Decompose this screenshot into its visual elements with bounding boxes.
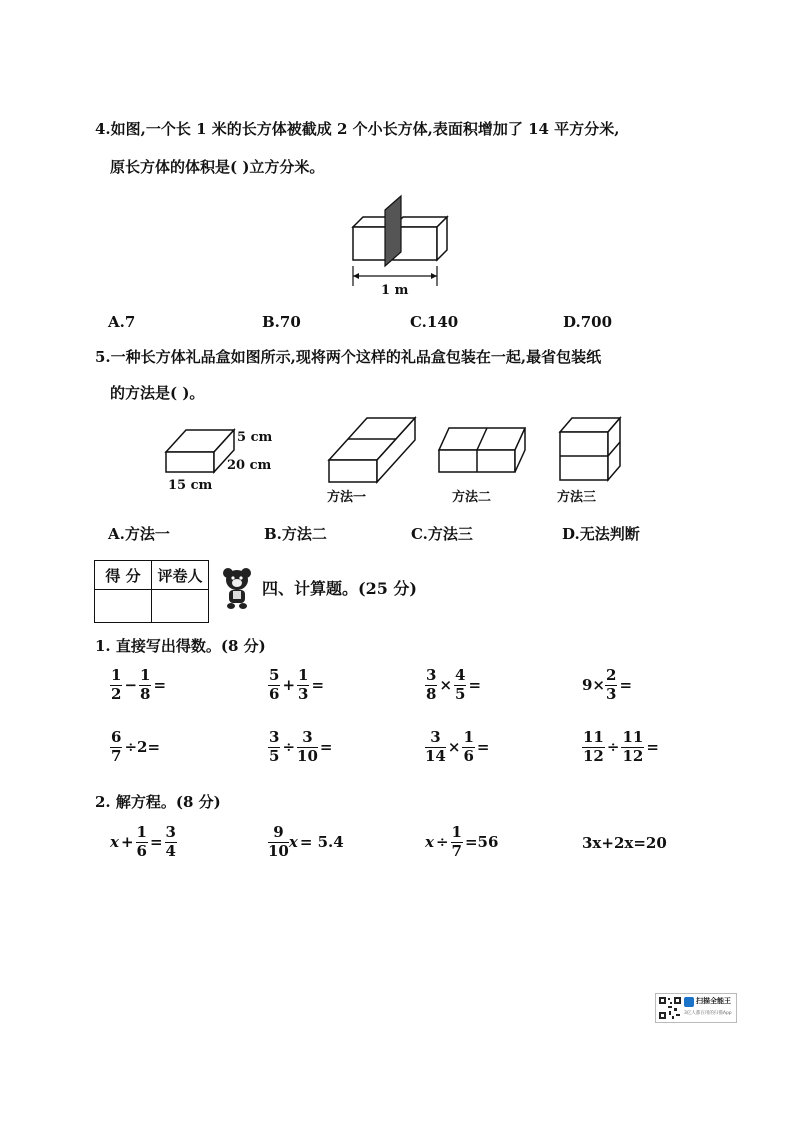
q5-option-a[interactable]: A.方法一 bbox=[108, 525, 170, 543]
fraction: $\frac{5}{6}$ bbox=[269, 666, 280, 703]
fraction: $\frac{1}{6}$ bbox=[463, 728, 474, 765]
fraction: $\frac{1}{3}$ bbox=[298, 666, 309, 703]
fraction: $\frac{1}{2}$ bbox=[111, 666, 122, 703]
calc1-item-8: $\frac{11}{12}$ ÷ $\frac{11}{12}$ = bbox=[583, 728, 659, 765]
fraction: $\frac{3}{8}$ bbox=[426, 666, 437, 703]
method3-label: 方法三 bbox=[557, 490, 597, 505]
q5-option-d[interactable]: D.无法判断 bbox=[562, 525, 640, 543]
calc1-item-3: $\frac{3}{8}$ × $\frac{4}{5}$ = bbox=[426, 666, 482, 703]
fraction: $\frac{6}{7}$ bbox=[111, 728, 122, 765]
fraction: $\frac{9}{10}$ bbox=[268, 823, 289, 860]
fraction: $\frac{3}{4}$ bbox=[165, 823, 176, 860]
fraction: $\frac{11}{12}$ bbox=[622, 728, 644, 765]
equation-1: x + $\frac{1}{6}$ = $\frac{3}{4}$ bbox=[110, 823, 176, 860]
calc1-item-1: $\frac{1}{2}$ − $\frac{1}{8}$ = bbox=[111, 666, 167, 703]
section4-title: 四、计算题。(25 分) bbox=[262, 579, 417, 598]
q5-option-c[interactable]: C.方法三 bbox=[411, 525, 473, 543]
method1-figure bbox=[325, 412, 420, 492]
grader-header: 评卷人 bbox=[152, 561, 209, 590]
fraction: $\frac{1}{7}$ bbox=[451, 823, 462, 860]
calc1-item-6: $\frac{3}{5}$ ÷ $\frac{3}{10}$ = bbox=[269, 728, 333, 765]
grader-cell[interactable] bbox=[152, 590, 209, 623]
fraction: $\frac{11}{12}$ bbox=[583, 728, 604, 765]
q5-line1: 5.一种长方体礼品盒如图所示,现将两个这样的礼品盒包装在一起,最省包装纸 bbox=[95, 348, 602, 366]
fraction: $\frac{3}{10}$ bbox=[297, 728, 318, 765]
q5-option-b[interactable]: B.方法二 bbox=[264, 525, 327, 543]
calc1-title: 1. 直接写出得数。(8 分) bbox=[95, 637, 266, 655]
method1-label: 方法一 bbox=[327, 490, 367, 505]
equation-3: x ÷ $\frac{1}{7}$ =56 bbox=[425, 823, 499, 860]
calc2-title: 2. 解方程。(8 分) bbox=[95, 793, 221, 811]
calc1-item-4: 9× $\frac{2}{3}$ = bbox=[582, 666, 633, 703]
fraction: $\frac{1}{8}$ bbox=[140, 666, 151, 703]
method3-figure bbox=[556, 412, 628, 487]
stamp-subtext: 3亿人都在用的扫描App bbox=[684, 1011, 732, 1016]
score-header: 得 分 bbox=[95, 561, 152, 590]
q5-dim-length: 15 cm bbox=[168, 478, 213, 493]
fraction: $\frac{1}{6}$ bbox=[136, 823, 147, 860]
qr-code-icon bbox=[658, 996, 682, 1020]
method2-figure bbox=[435, 420, 530, 480]
q5-line2: 的方法是( )。 bbox=[110, 384, 205, 402]
q4-option-a[interactable]: A.7 bbox=[108, 313, 136, 331]
q5-dim-width: 20 cm bbox=[227, 458, 272, 473]
score-table bbox=[94, 560, 209, 623]
fraction: $\frac{4}{5}$ bbox=[455, 666, 466, 703]
bear-mascot-icon bbox=[220, 566, 254, 610]
equation-4: 3x+2x=20 bbox=[582, 834, 667, 852]
equation-2: $\frac{9}{10}$ x = 5.4 bbox=[268, 823, 344, 860]
calc1-item-2: $\frac{5}{6}$ + $\frac{1}{3}$ = bbox=[269, 666, 325, 703]
calc1-item-5: $\frac{6}{7}$ ÷2= bbox=[111, 728, 161, 765]
fraction: $\frac{3}{5}$ bbox=[269, 728, 280, 765]
score-cell[interactable] bbox=[95, 590, 152, 623]
fraction: $\frac{2}{3}$ bbox=[606, 666, 617, 703]
q4-figure-label: 1 m bbox=[381, 283, 409, 298]
q4-option-c[interactable]: C.140 bbox=[410, 313, 459, 331]
fraction: $\frac{3}{14}$ bbox=[425, 728, 446, 765]
q4-line2: 原长方体的体积是( )立方分米。 bbox=[110, 158, 325, 176]
q4-option-b[interactable]: B.70 bbox=[262, 313, 301, 331]
q4-line1: 4.如图,一个长 1 米的长方体被截成 2 个小长方体,表面积增加了 14 平方分米, bbox=[95, 120, 620, 138]
calc1-item-7: $\frac{3}{14}$ × $\frac{1}{6}$ = bbox=[425, 728, 490, 765]
q5-dim-height: 5 cm bbox=[237, 430, 273, 445]
scanner-stamp bbox=[655, 993, 737, 1023]
stamp-text: 扫描全能王 bbox=[696, 997, 731, 1005]
camscanner-logo-icon bbox=[684, 997, 694, 1007]
q4-option-d[interactable]: D.700 bbox=[563, 313, 613, 331]
method2-label: 方法二 bbox=[452, 490, 492, 505]
